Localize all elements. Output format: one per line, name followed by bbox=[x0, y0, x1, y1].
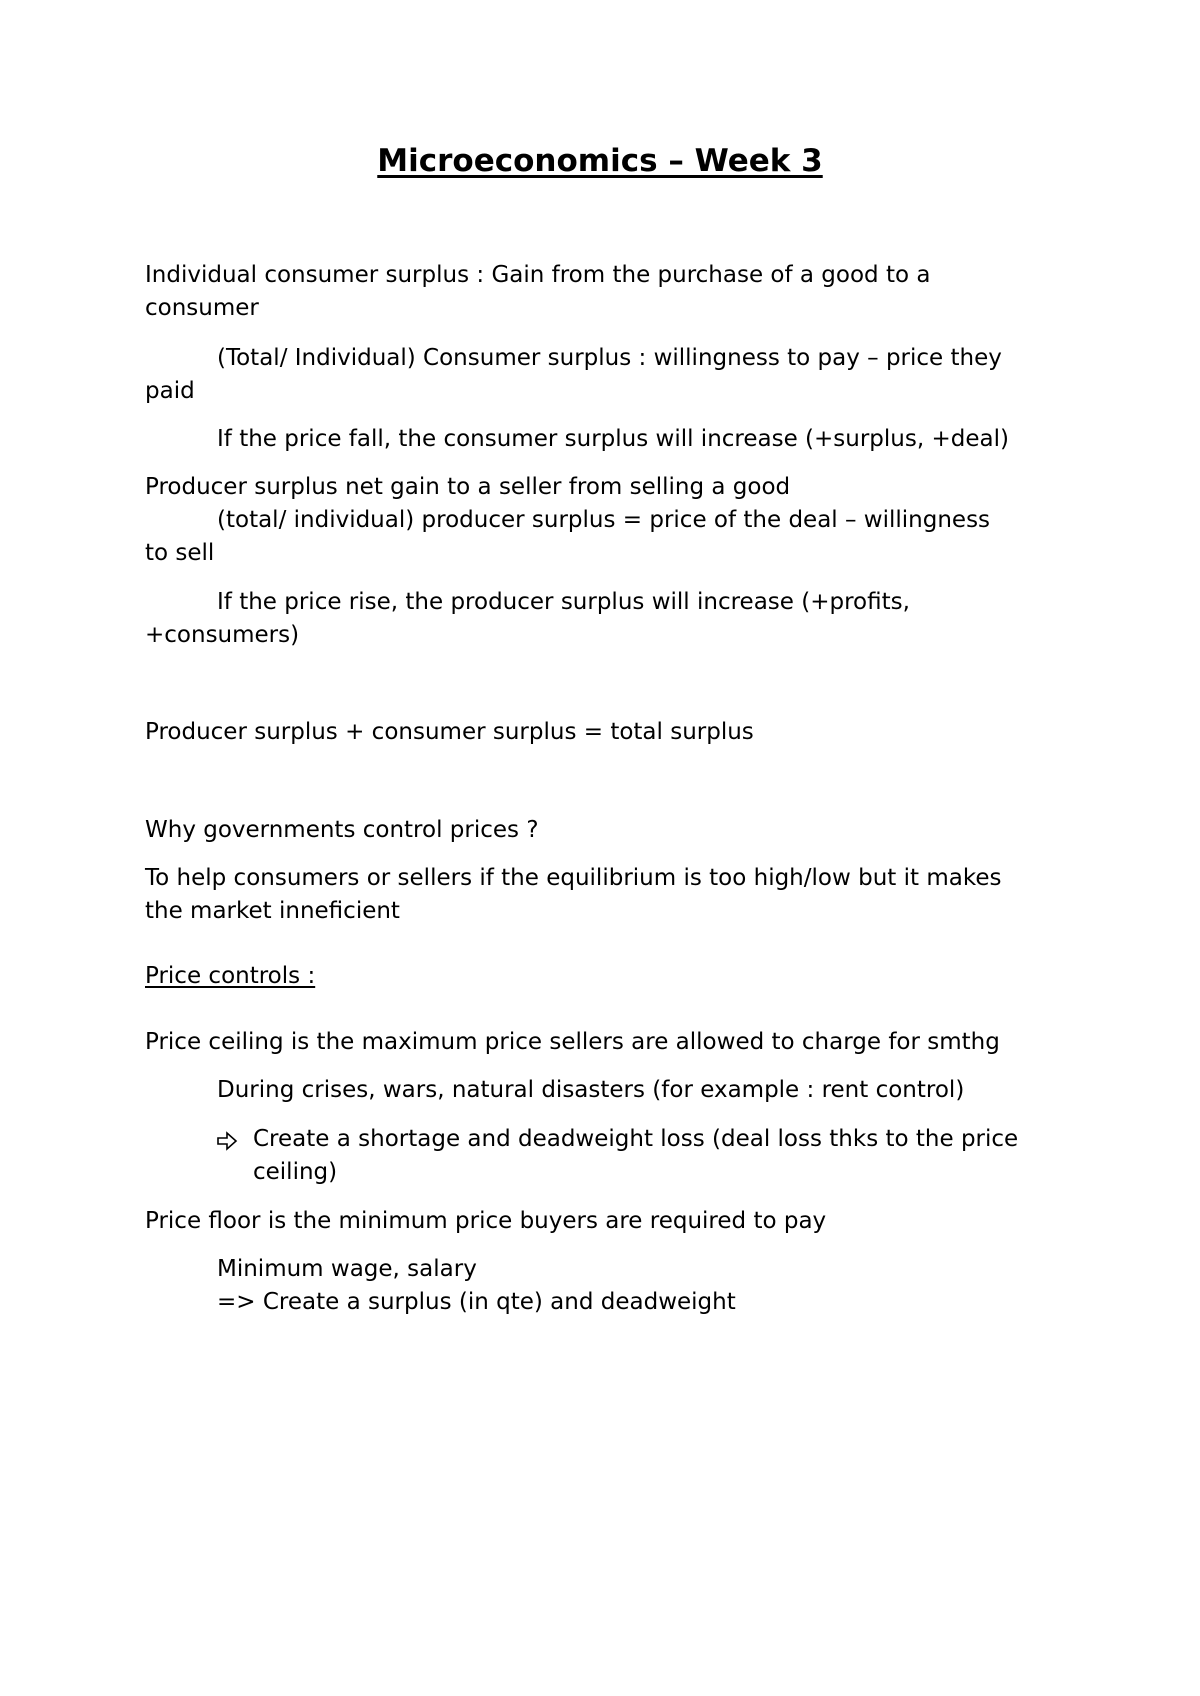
paragraph-line: paid bbox=[145, 378, 195, 404]
bullet-line: Create a shortage and deadweight loss (deal loss thks to the price bbox=[253, 1126, 1019, 1152]
paragraph-line: If the price rise, the producer surplus will increase (+profits, bbox=[217, 589, 910, 615]
section-heading: Price controls : bbox=[145, 963, 316, 989]
paragraph-line: => Create a surplus (in qte) and deadweight bbox=[217, 1289, 736, 1315]
paragraph-line: to sell bbox=[145, 540, 215, 566]
paragraph-line: +consumers) bbox=[145, 622, 300, 648]
paragraph-line: If the price fall, the consumer surplus will increase (+surplus, +deal) bbox=[217, 426, 1009, 452]
paragraph-line: Producer surplus + consumer surplus = total surplus bbox=[145, 719, 754, 745]
paragraph-line: Price ceiling is the maximum price sellers are allowed to charge for smthg bbox=[145, 1029, 1000, 1055]
paragraph-line: Producer surplus net gain to a seller from selling a good bbox=[145, 474, 791, 500]
paragraph-line: Why governments control prices ? bbox=[145, 817, 539, 843]
page-title: Microeconomics – Week 3 bbox=[377, 143, 823, 179]
paragraph-line: During crises, wars, natural disasters (for example : rent control) bbox=[217, 1077, 965, 1103]
paragraph-line: Minimum wage, salary bbox=[217, 1256, 477, 1282]
paragraph-line: (Total/ Individual) Consumer surplus : willingness to pay – price they bbox=[217, 345, 1002, 371]
paragraph-line: Price floor is the minimum price buyers are required to pay bbox=[145, 1208, 827, 1234]
paragraph-line: To help consumers or sellers if the equilibrium is too high/low but it makes bbox=[145, 865, 1002, 891]
paragraph-line: the market inneficient bbox=[145, 898, 400, 924]
paragraph-line: (total/ individual) producer surplus = price of the deal – willingness bbox=[217, 507, 991, 533]
paragraph-line: consumer bbox=[145, 295, 259, 321]
bullet-line: ceiling) bbox=[253, 1159, 338, 1185]
paragraph-line: Individual consumer surplus : Gain from the purchase of a good to a bbox=[145, 262, 931, 288]
hollow-right-arrow-icon bbox=[216, 1130, 238, 1152]
